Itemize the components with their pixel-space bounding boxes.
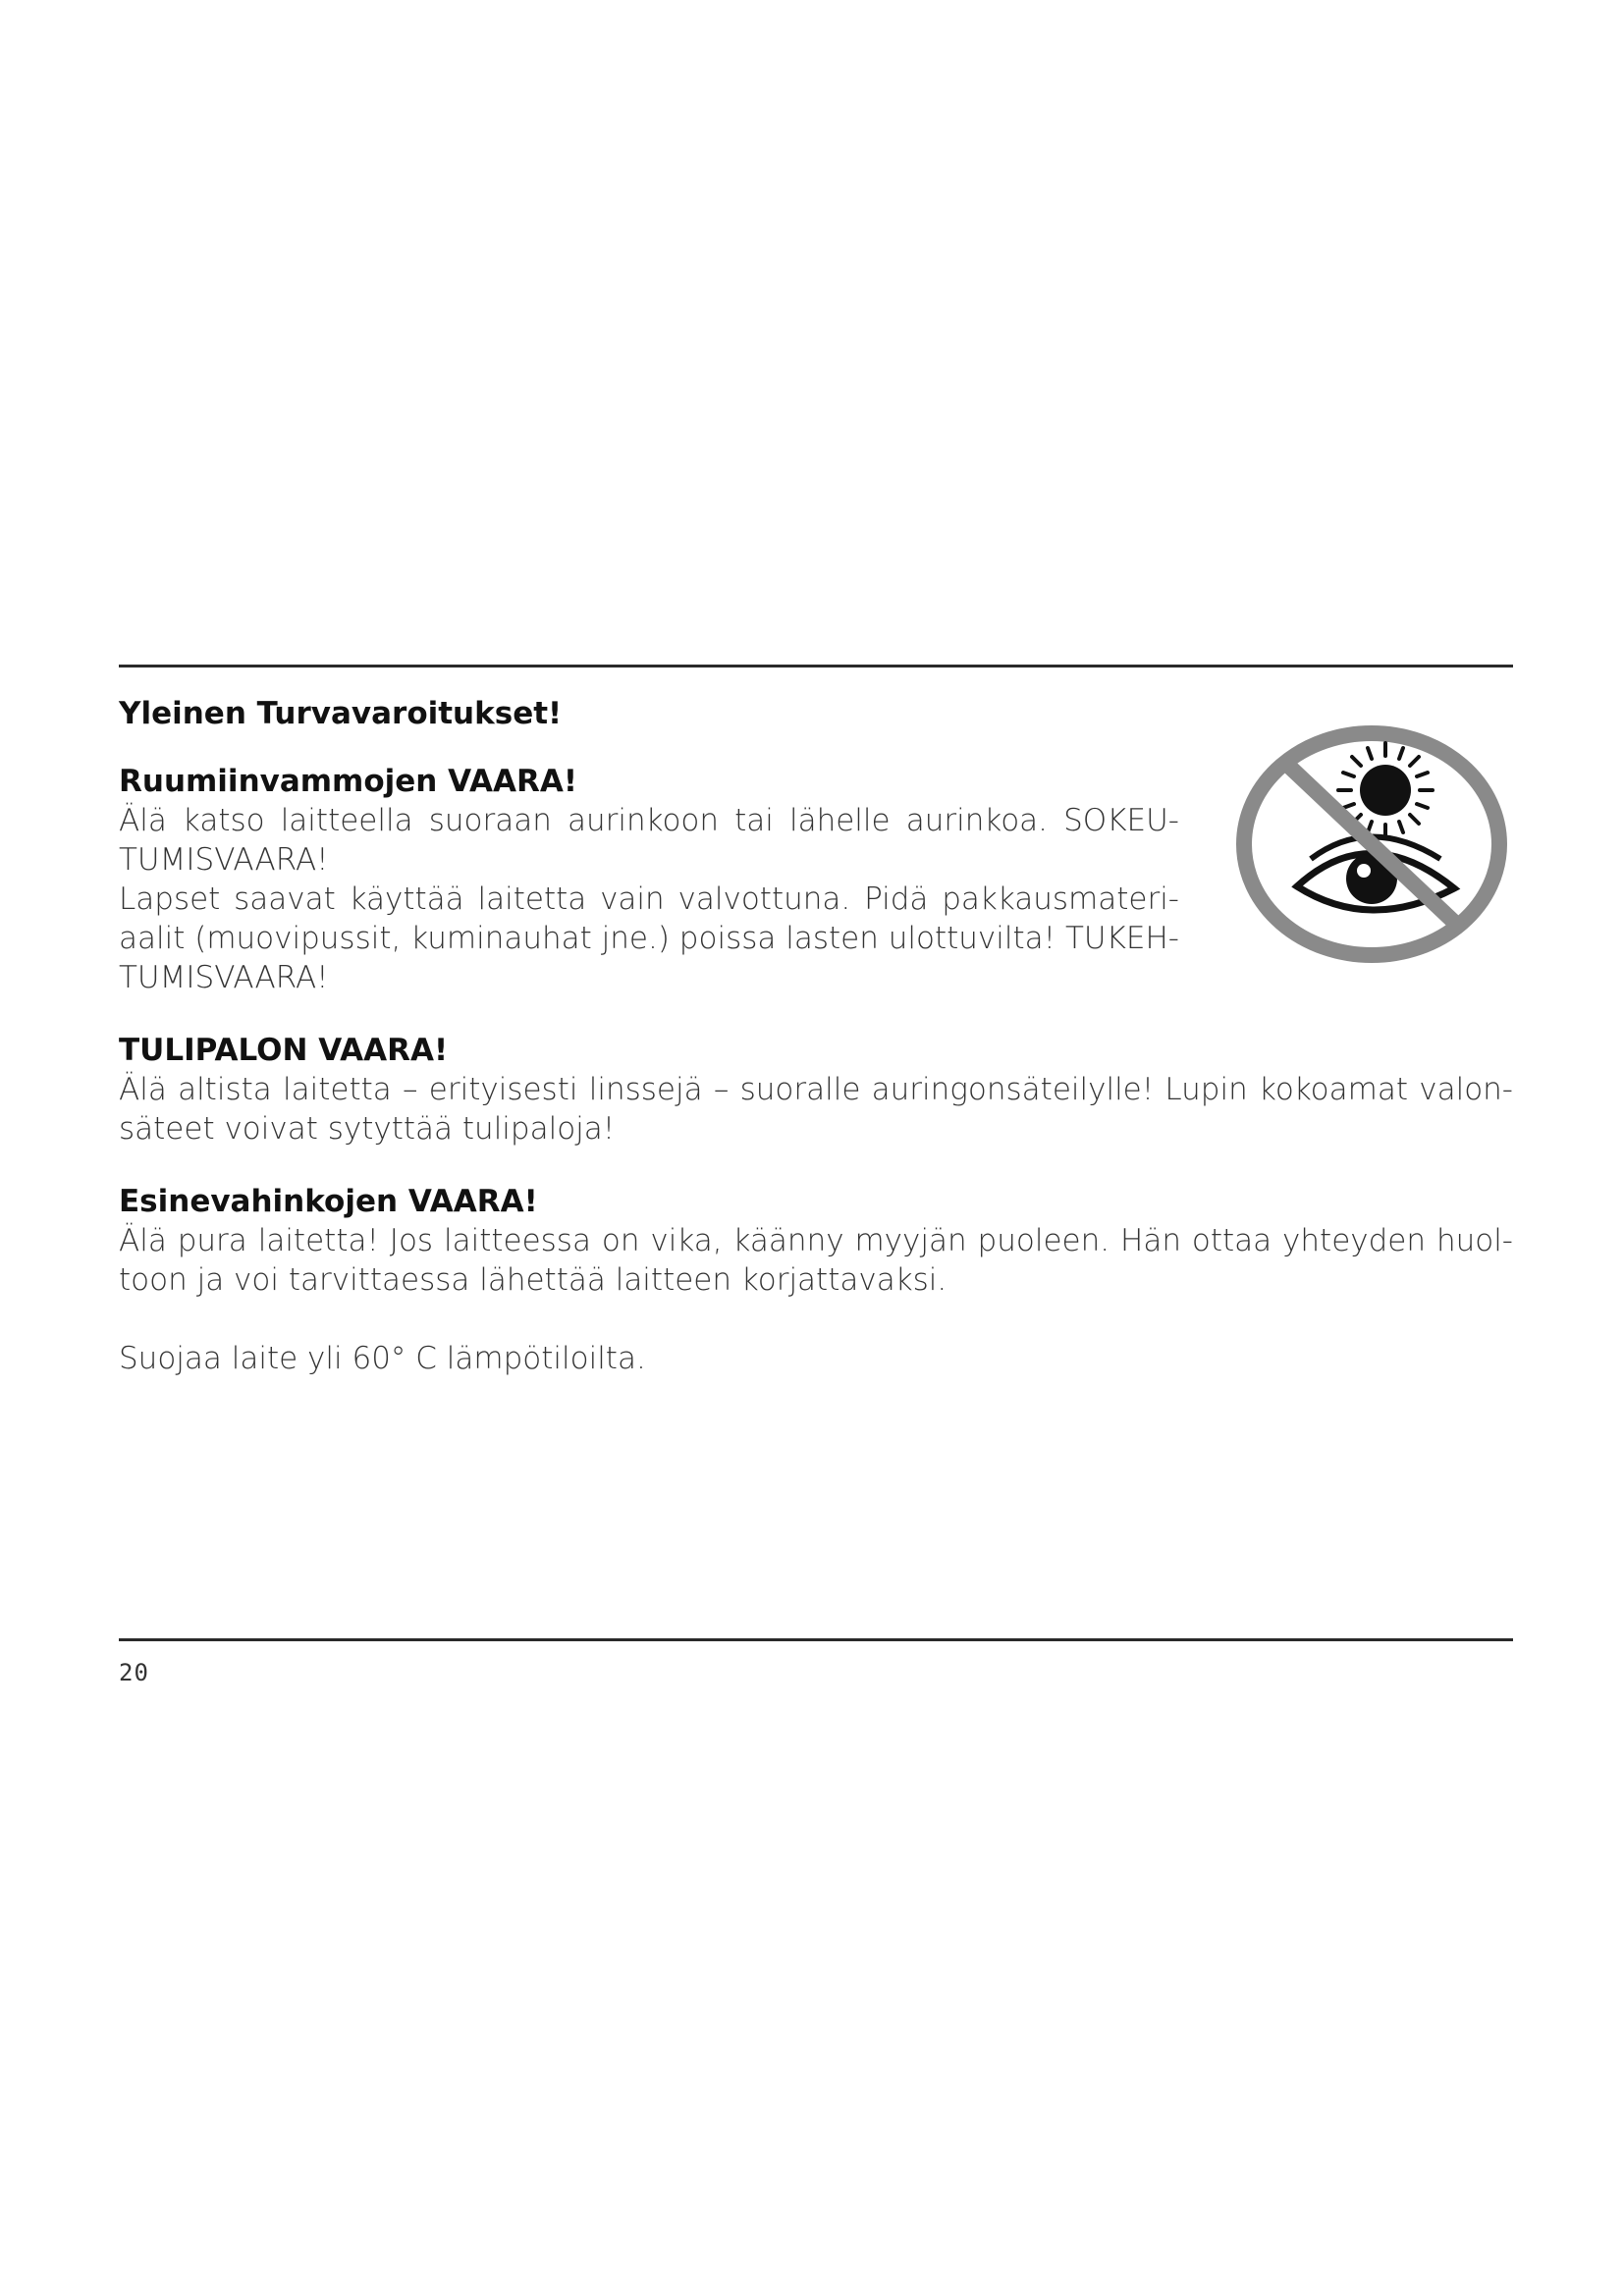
temperature-note: Suojaa laite yli 60° C lämpötiloilta. — [119, 1341, 646, 1376]
text-line: Älä altista laitetta – erityisesti linssejä – suoralle auringonsäteilylle! Lupin kokoamat valon- — [119, 1072, 1513, 1107]
section-heading-injury: Ruumiinvammojen VAARA! — [119, 764, 578, 799]
section-heading-property: Esinevahinkojen VAARA! — [119, 1184, 538, 1219]
text-line: TUMISVAARA! — [119, 842, 329, 878]
text-line: toon ja voi tarvittaessa lähettää laitteen korjattavaksi. — [119, 1262, 947, 1298]
section-property — [119, 1182, 1513, 1300]
page-number: 20 — [119, 1659, 149, 1686]
text-line: Älä pura laitetta! Jos laitteessa on vika, käänny myyjän puoleen. Hän ottaa yhteyden huol- — [119, 1223, 1513, 1258]
text-line: Lapset saavat käyttää laitetta vain valvottuna. Pidä pakkausmateri- — [119, 881, 1179, 917]
section-heading-fire: TULIPALON VAARA! — [119, 1033, 449, 1068]
section-text-fire — [119, 1070, 1513, 1148]
bottom-divider — [119, 1638, 1513, 1641]
top-divider — [119, 665, 1513, 667]
page-title: Yleinen Turvavaroitukset! — [119, 696, 563, 731]
text-line: aalit (muovipussit, kuminauhat jne.) poissa lasten ulottuvilta! TUKEH- — [119, 921, 1179, 956]
text-line: TUMISVAARA! — [119, 960, 329, 995]
text-line: Älä katso laitteella suoraan aurinkoon tai lähelle aurinkoa. SOKEU- — [119, 803, 1179, 838]
section-text-injury — [119, 801, 1179, 997]
no-sun-viewing-warning-icon — [1232, 721, 1511, 967]
section-fire — [119, 1031, 1513, 1148]
text-line: säteet voivat sytyttää tulipaloja! — [119, 1111, 616, 1147]
section-text-property — [119, 1221, 1513, 1300]
